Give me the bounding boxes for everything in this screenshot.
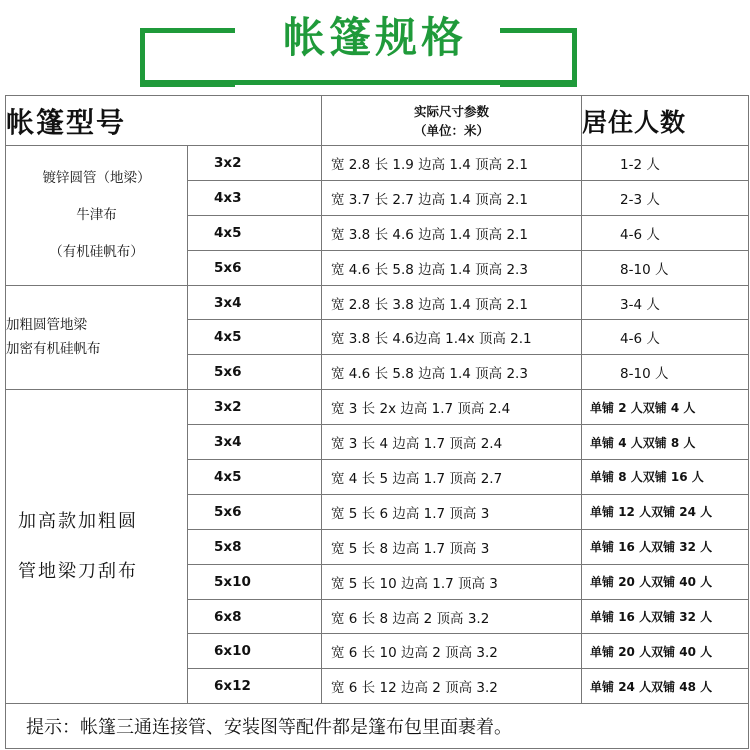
group-label-line: 加密有机硅帆布 xyxy=(6,341,101,358)
size-cell: 5x6 xyxy=(188,250,322,285)
size-cell: 4x5 xyxy=(188,320,322,355)
occupancy-cell: 4-6 人 xyxy=(582,215,749,250)
dimensions-cell: 宽 3 长 2x 边高 1.7 顶高 2.4 xyxy=(322,390,582,425)
group-label xyxy=(6,285,188,390)
dimensions-cell: 宽 5 长 8 边高 1.7 顶高 3 xyxy=(322,529,582,564)
group-label-line: 镀锌圆管（地梁） xyxy=(42,169,151,186)
group-label-line: 加粗圆管地梁 xyxy=(6,317,87,334)
spec-table xyxy=(5,95,749,749)
occupancy-cell: 单铺 16 人双铺 32 人 xyxy=(582,599,749,634)
header-row xyxy=(6,96,749,146)
dimensions-cell: 宽 2.8 长 1.9 边高 1.4 顶高 2.1 xyxy=(322,146,582,181)
occupancy-cell: 单铺 2 人双铺 4 人 xyxy=(582,390,749,425)
dimensions-cell: 宽 6 长 8 边高 2 顶高 3.2 xyxy=(322,599,582,634)
note-row xyxy=(6,704,749,749)
occupancy-cell: 4-6 人 xyxy=(582,320,749,355)
header-model: 帐篷型号 xyxy=(6,96,322,146)
group-label-line: 管地梁刀刮布 xyxy=(18,560,138,582)
size-cell: 5x8 xyxy=(188,529,322,564)
size-cell: 3x4 xyxy=(188,425,322,460)
occupancy-cell: 单铺 8 人双铺 16 人 xyxy=(582,460,749,495)
note-text: 提示：帐篷三通连接管、安装图等配件都是篷布包里面裹着。 xyxy=(6,704,749,749)
table-row xyxy=(6,285,749,320)
dimensions-cell: 宽 4.6 长 5.8 边高 1.4 顶高 2.3 xyxy=(322,250,582,285)
header-dimensions xyxy=(322,96,582,146)
dimensions-cell: 宽 2.8 长 3.8 边高 1.4 顶高 2.1 xyxy=(322,285,582,320)
title-banner xyxy=(0,0,750,90)
table-row xyxy=(6,146,749,181)
dimensions-cell: 宽 3 长 4 边高 1.7 顶高 2.4 xyxy=(322,425,582,460)
size-cell: 5x6 xyxy=(188,355,322,390)
occupancy-cell: 单铺 20 人双铺 40 人 xyxy=(582,634,749,669)
group-label xyxy=(6,390,188,704)
occupancy-cell: 单铺 16 人双铺 32 人 xyxy=(582,529,749,564)
size-cell: 3x4 xyxy=(188,285,322,320)
dimensions-cell: 宽 5 长 6 边高 1.7 顶高 3 xyxy=(322,494,582,529)
header-occupancy: 居住人数 xyxy=(582,96,749,146)
occupancy-cell: 3-4 人 xyxy=(582,285,749,320)
table-row xyxy=(6,390,749,425)
size-cell: 5x6 xyxy=(188,494,322,529)
size-cell: 4x5 xyxy=(188,215,322,250)
group-label-line: 牛津布 xyxy=(76,206,117,223)
group-label xyxy=(6,146,188,286)
dimensions-cell: 宽 6 长 12 边高 2 顶高 3.2 xyxy=(322,669,582,704)
header-dimensions-line1: 实际尺寸参数 xyxy=(414,103,490,119)
occupancy-cell: 2-3 人 xyxy=(582,180,749,215)
occupancy-cell: 单铺 24 人双铺 48 人 xyxy=(582,669,749,704)
size-cell: 4x5 xyxy=(188,460,322,495)
occupancy-cell: 8-10 人 xyxy=(582,355,749,390)
group-label-line: （有机硅帆布） xyxy=(49,243,144,260)
title-frame-bottom xyxy=(140,80,577,85)
group-label-line: 加高款加粗圆 xyxy=(18,510,138,532)
dimensions-cell: 宽 4.6 长 5.8 边高 1.4 顶高 2.3 xyxy=(322,355,582,390)
dimensions-cell: 宽 4 长 5 边高 1.7 顶高 2.7 xyxy=(322,460,582,495)
page-title: 帐篷规格 xyxy=(282,13,467,62)
size-cell: 5x10 xyxy=(188,564,322,599)
occupancy-cell: 单铺 20 人双铺 40 人 xyxy=(582,564,749,599)
occupancy-cell: 单铺 4 人双铺 8 人 xyxy=(582,425,749,460)
table-body xyxy=(6,146,749,704)
occupancy-cell: 8-10 人 xyxy=(582,250,749,285)
size-cell: 6x8 xyxy=(188,599,322,634)
dimensions-cell: 宽 3.8 长 4.6边高 1.4x 顶高 2.1 xyxy=(322,320,582,355)
dimensions-cell: 宽 3.7 长 2.7 边高 1.4 顶高 2.1 xyxy=(322,180,582,215)
occupancy-cell: 1-2 人 xyxy=(582,146,749,181)
dimensions-cell: 宽 6 长 10 边高 2 顶高 3.2 xyxy=(322,634,582,669)
dimensions-cell: 宽 3.8 长 4.6 边高 1.4 顶高 2.1 xyxy=(322,215,582,250)
occupancy-cell: 单铺 12 人双铺 24 人 xyxy=(582,494,749,529)
size-cell: 4x3 xyxy=(188,180,322,215)
size-cell: 3x2 xyxy=(188,146,322,181)
dimensions-cell: 宽 5 长 10 边高 1.7 顶高 3 xyxy=(322,564,582,599)
size-cell: 3x2 xyxy=(188,390,322,425)
size-cell: 6x10 xyxy=(188,634,322,669)
size-cell: 6x12 xyxy=(188,669,322,704)
header-dimensions-line2: （单位：米） xyxy=(414,122,490,138)
